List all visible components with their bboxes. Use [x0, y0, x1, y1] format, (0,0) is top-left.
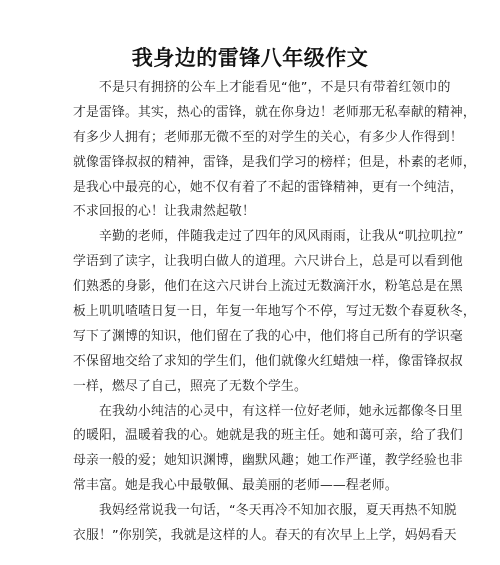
text-line: 有多少人拥有；老师那无微不至的对学生的关心，有多少人作得到！	[73, 129, 463, 145]
text-line: 的暖阳，温暖着我的心。她就是我的班主任。她和蔼可亲，给了我们	[73, 428, 463, 444]
text-line: 们熟悉的身影，他们在这六尺讲台上流过无数滴汗水，粉笔总是在黑	[73, 279, 463, 295]
article-body	[73, 76, 476, 549]
text-line: 是我心中最亮的心，她不仅有着了不起的雷锋精神，更有一个纯洁，	[73, 179, 463, 195]
text-line: 我妈经常说我一句话，“冬天再冷不知加衣服，夏天再热不知脱	[99, 503, 457, 519]
text-line: 写下了渊博的知识，他们留在了我的心中，他们将自己所有的学识毫	[73, 328, 463, 344]
text-line: 不是只有拥挤的公车上才能看见“他”，不是只有带着红领巾的	[99, 80, 451, 95]
text-line: 一样，燃尽了自己，照亮了无数个学生。	[73, 378, 307, 394]
text-line: 板上叽叽喳喳日复一日，年复一年地写个不停，写过无数个春夏秋冬，	[73, 304, 476, 320]
text-line: 衣服！”你别笑，我就是这样的人。春天的有次早上上学，妈妈看天	[73, 528, 457, 544]
text-line: 辛勤的老师，伴随我走过了四年的风风雨雨，让我从“叽拉叽拉”	[99, 229, 464, 245]
text-line: 母亲一般的爱；她知识渊博，幽默风趣；她工作严谨，教学经验也非	[73, 453, 463, 469]
text-line: 在我幼小纯洁的心灵中，有这样一位好老师，她永远都像冬日里	[99, 403, 463, 419]
article-title: 我身边的雷锋八年级作文	[131, 46, 369, 70]
text-line: 常丰富。她是我心中最敬佩、最美丽的老师——程老师。	[73, 478, 398, 494]
text-line: 学语到了读字，让我明白做人的道理。六尺讲台上，总是可以看到他	[73, 254, 463, 270]
text-line: 就像雷锋叔叔的精神，雷锋，是我们学习的榜样；但是，朴素的老师，	[73, 154, 476, 170]
text-line: 不求回报的心！让我肃然起敬！	[73, 204, 255, 220]
text-line: 才是雷锋。其实，热心的雷锋，就在你身边！老师那无私奉献的精神，	[73, 104, 476, 120]
text-line: 不保留地交给了求知的学生们，他们就像火红蜡烛一样，像雷锋叔叔	[73, 353, 463, 369]
